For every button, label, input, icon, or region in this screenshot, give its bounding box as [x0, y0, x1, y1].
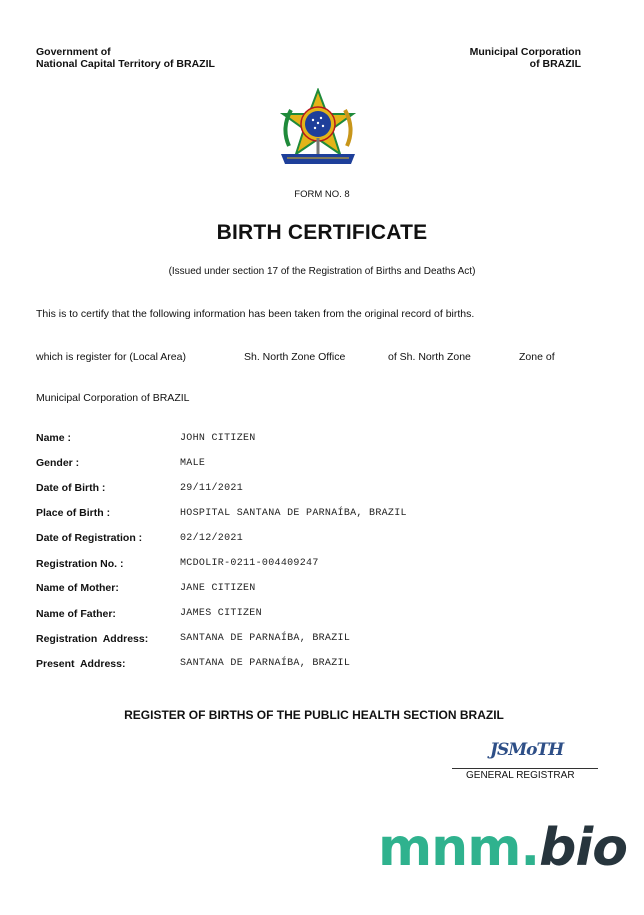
field-label: Date of Registration : [36, 532, 143, 544]
brazil-coat-of-arms-icon [275, 88, 361, 168]
field-value: 29/11/2021 [180, 483, 244, 494]
field-label: Registration No. : [36, 558, 124, 570]
field-row-mother [36, 582, 596, 607]
page-title: BIRTH CERTIFICATE [216, 221, 428, 244]
field-row-date-of-registration [36, 532, 596, 557]
field-value: MCDOLIR-0211-004409247 [180, 558, 319, 569]
watermark-part2: bio [539, 818, 627, 878]
issuer-right-line2: of BRAZIL [529, 58, 581, 70]
register-zone-of: Zone of [519, 351, 555, 363]
field-label: Place of Birth : [36, 507, 111, 519]
field-value: JANE CITIZEN [180, 583, 256, 594]
register-prefix: which is register for (Local Area) [36, 351, 186, 363]
signature-line [452, 768, 598, 769]
field-row-place-of-birth [36, 507, 596, 532]
field-label: Name : [36, 432, 72, 444]
form-number: FORM NO. 8 [294, 189, 350, 200]
register-of-zone: of Sh. North Zone [388, 351, 471, 363]
issued-under: (Issued under section 17 of the Registration of Births and Deaths Act) [168, 266, 476, 277]
watermark-logo [378, 818, 627, 878]
issuer-right-line1: Municipal Corporation [469, 46, 581, 58]
field-label: Date of Birth : [36, 482, 106, 494]
registrar-label: GENERAL REGISTRAR [466, 770, 575, 781]
register-corporation: Municipal Corporation of BRAZIL [36, 392, 190, 404]
field-value: JOHN CITIZEN [180, 433, 256, 444]
field-row-gender [36, 457, 596, 482]
field-row-present-address [36, 657, 596, 682]
field-value: JAMES CITIZEN [180, 608, 262, 619]
field-value: SANTANA DE PARNAÍBA, BRAZIL [180, 658, 351, 669]
register-office: Sh. North Zone Office [244, 351, 346, 363]
field-value: 02/12/2021 [180, 533, 244, 544]
watermark-part1: mnm. [378, 818, 540, 878]
issuer-left-line2: National Capital Territory of BRAZIL [36, 58, 215, 70]
field-row-name [36, 432, 596, 457]
issuer-left-line1: Government of [36, 46, 111, 58]
certify-statement: This is to certify that the following information has been taken from the original record of births. [36, 308, 475, 320]
field-label: Present Address: [36, 658, 126, 670]
field-value: HOSPITAL SANTANA DE PARNAÍBA, BRAZIL [180, 508, 407, 519]
issuer-right [470, 46, 581, 70]
field-row-father [36, 607, 596, 632]
field-row-registration-address [36, 632, 596, 657]
field-row-date-of-birth [36, 482, 596, 507]
field-label: Registration Address: [36, 633, 149, 645]
issuer-left [36, 46, 215, 70]
field-label: Name of Father: [36, 608, 116, 620]
field-row-registration-no [36, 557, 596, 582]
field-value: SANTANA DE PARNAÍBA, BRAZIL [180, 633, 351, 644]
field-value: MALE [180, 458, 206, 469]
certificate-fields [36, 432, 596, 682]
field-label: Gender : [36, 457, 80, 469]
field-label: Name of Mother: [36, 582, 119, 594]
register-section-title: REGISTER OF BIRTHS OF THE PUBLIC HEALTH SECTION BRAZIL [124, 708, 504, 722]
registrar-signature: JSMoTH [490, 740, 564, 760]
